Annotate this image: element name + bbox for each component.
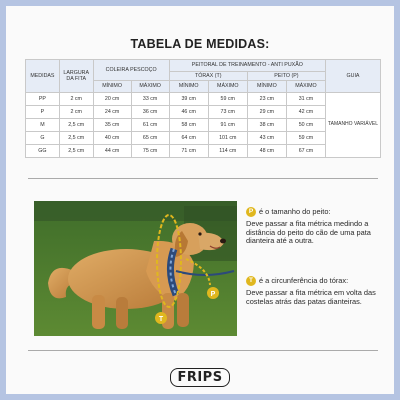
legend-torax-desc: Deve passar a fita métrica em volta das costelas atrás das patas dianteiras.	[246, 288, 376, 306]
cell-size: G	[26, 132, 60, 145]
cell-peito-min: 29 cm	[247, 106, 286, 119]
bottom-divider	[28, 350, 378, 351]
cell-peito-min: 43 cm	[247, 132, 286, 145]
header-coleira: COLEIRA PESCOÇO	[93, 60, 169, 81]
size-table	[25, 59, 381, 158]
header-torax-minimo: MÍNIMO	[169, 81, 208, 93]
legend-peito	[246, 208, 376, 246]
cell-torax-max: 59 cm	[208, 93, 247, 106]
header-peito: PEITO (P)	[247, 72, 325, 81]
cell-largura: 2 cm	[59, 106, 93, 119]
legend-torax-heading: é a circunferência do tórax:	[259, 276, 349, 285]
cell-torax-min: 39 cm	[169, 93, 208, 106]
header-largura: LARGURA DA FITA	[59, 60, 93, 93]
legend-peito-desc: Deve passar a fita métrica medindo a distância do peito do cão de uma pata dianteira até a outra.	[246, 219, 371, 246]
cell-torax-min: 64 cm	[169, 132, 208, 145]
torax-marker-label: T	[158, 316, 164, 323]
cell-peito-max: 59 cm	[286, 132, 325, 145]
cell-peito-max: 50 cm	[286, 119, 325, 132]
header-torax-maximo: MÁXIMO	[208, 81, 247, 93]
cell-torax-max: 101 cm	[208, 132, 247, 145]
cell-coleira-max: 33 cm	[131, 93, 169, 106]
cell-coleira-max: 36 cm	[131, 106, 169, 119]
cell-largura: 2,5 cm	[59, 145, 93, 158]
page-title: TABELA DE MEDIDAS:	[130, 37, 270, 51]
header-peitoral: PEITORAL DE TREINAMENTO - ANTI PUXÃO	[169, 60, 325, 72]
cell-size: PP	[26, 93, 60, 106]
cell-torax-max: 114 cm	[208, 145, 247, 158]
cell-peito-max: 31 cm	[286, 93, 325, 106]
cell-coleira-max: 65 cm	[131, 132, 169, 145]
dog-photo	[34, 201, 237, 336]
header-guia: GUIA	[325, 60, 380, 93]
cell-peito-min: 48 cm	[247, 145, 286, 158]
torax-badge: T	[246, 276, 256, 286]
top-divider	[28, 178, 378, 179]
cell-size: M	[26, 119, 60, 132]
header-peito-minimo: MÍNIMO	[247, 81, 286, 93]
peito-marker-label: P	[210, 291, 216, 298]
cell-torax-min: 58 cm	[169, 119, 208, 132]
cell-torax-max: 91 cm	[208, 119, 247, 132]
cell-size: P	[26, 106, 60, 119]
size-chart-card	[6, 6, 394, 394]
header-col-maximo: MÁXIMO	[131, 81, 169, 93]
cell-largura: 2,5 cm	[59, 132, 93, 145]
cell-coleira-max: 75 cm	[131, 145, 169, 158]
cell-coleira-min: 20 cm	[93, 93, 131, 106]
table-row	[26, 93, 381, 106]
header-torax: TÓRAX (T)	[169, 72, 247, 81]
cell-peito-max: 67 cm	[286, 145, 325, 158]
cell-largura: 2 cm	[59, 93, 93, 106]
legend-peito-heading: é o tamanho do peito:	[259, 207, 331, 216]
cell-torax-max: 73 cm	[208, 106, 247, 119]
cell-coleira-min: 35 cm	[93, 119, 131, 132]
frips-logo-text: FRIPS	[170, 368, 229, 387]
cell-largura: 2,5 cm	[59, 119, 93, 132]
cell-guia: TAMANHO VARIÁVEL	[325, 93, 380, 158]
cell-coleira-min: 40 cm	[93, 132, 131, 145]
cell-coleira-min: 24 cm	[93, 106, 131, 119]
dog-illustration	[34, 201, 237, 336]
peito-badge: P	[246, 207, 256, 217]
legend-torax	[246, 277, 376, 306]
header-medidas: MEDIDAS	[26, 60, 60, 93]
header-col-minimo: MÍNIMO	[93, 81, 131, 93]
cell-peito-max: 42 cm	[286, 106, 325, 119]
header-peito-maximo: MÁXIMO	[286, 81, 325, 93]
cell-size: GG	[26, 145, 60, 158]
cell-coleira-min: 44 cm	[93, 145, 131, 158]
cell-peito-min: 23 cm	[247, 93, 286, 106]
cell-torax-min: 46 cm	[169, 106, 208, 119]
cell-peito-min: 38 cm	[247, 119, 286, 132]
frips-logo	[6, 368, 394, 387]
cell-coleira-max: 61 cm	[131, 119, 169, 132]
cell-torax-min: 71 cm	[169, 145, 208, 158]
